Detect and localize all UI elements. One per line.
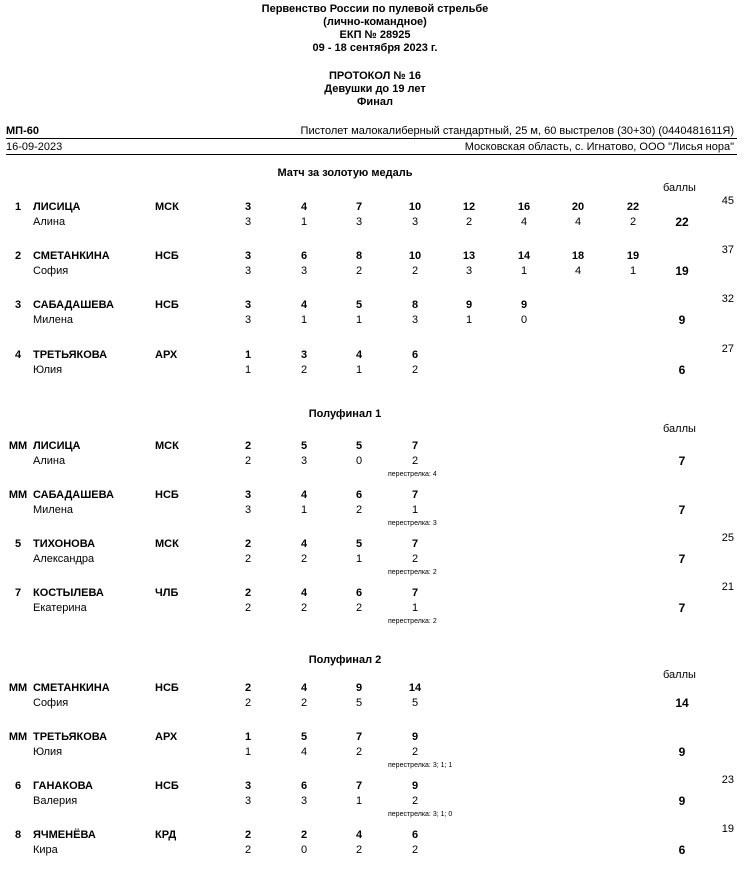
ekp-number: ЕКП № 28925 bbox=[339, 29, 411, 41]
qualification-total: 37 bbox=[721, 244, 734, 256]
cumulative-score: 5 bbox=[300, 731, 308, 743]
athlete-surname: ЛИСИЦА bbox=[33, 440, 81, 452]
cumulative-score: 9 bbox=[520, 299, 528, 311]
series-score: 2 bbox=[300, 364, 308, 376]
athlete-name: Алина bbox=[33, 455, 66, 467]
series-score: 2 bbox=[411, 455, 419, 467]
series-score: 1 bbox=[629, 265, 637, 277]
series-score: 2 bbox=[300, 602, 308, 614]
series-score: 2 bbox=[300, 697, 308, 709]
cumulative-score: 10 bbox=[408, 250, 422, 262]
final-points: 7 bbox=[678, 552, 686, 566]
cumulative-score: 2 bbox=[244, 587, 252, 599]
rank: ММ bbox=[8, 440, 28, 452]
series-score: 3 bbox=[300, 265, 308, 277]
cumulative-score: 2 bbox=[300, 829, 308, 841]
event-venue: Московская область, с. Игнатово, ООО "Лисья нора" bbox=[464, 141, 734, 153]
cumulative-score: 19 bbox=[626, 250, 640, 262]
athlete-surname: САБАДАШЕВА bbox=[33, 299, 114, 311]
cumulative-score: 6 bbox=[300, 780, 308, 792]
series-score: 5 bbox=[355, 697, 363, 709]
series-score: 1 bbox=[355, 364, 363, 376]
series-score: 4 bbox=[520, 216, 528, 228]
athlete-name: Юлия bbox=[33, 364, 63, 376]
cumulative-score: 6 bbox=[300, 250, 308, 262]
qualification-total: 19 bbox=[721, 823, 734, 835]
final-points: 7 bbox=[678, 601, 686, 615]
series-score: 0 bbox=[355, 455, 363, 467]
series-score: 1 bbox=[355, 795, 363, 807]
qualification-total: 27 bbox=[721, 343, 734, 355]
series-score: 5 bbox=[411, 697, 419, 709]
series-score: 1 bbox=[355, 314, 363, 326]
series-score: 0 bbox=[520, 314, 528, 326]
team-code: МСК bbox=[155, 201, 179, 213]
team-code: ЧЛБ bbox=[155, 587, 179, 599]
rank: 6 bbox=[14, 780, 22, 792]
final-points: 22 bbox=[675, 215, 689, 229]
series-score: 3 bbox=[355, 216, 363, 228]
series-score: 2 bbox=[629, 216, 637, 228]
series-score: 2 bbox=[465, 216, 473, 228]
athlete-name: София bbox=[33, 697, 69, 709]
athlete-surname: САБАДАШЕВА bbox=[33, 489, 114, 501]
series-score: 3 bbox=[244, 265, 252, 277]
cumulative-score: 7 bbox=[355, 780, 363, 792]
cumulative-score: 4 bbox=[300, 682, 308, 694]
section-title: Полуфинал 1 bbox=[308, 408, 382, 420]
cumulative-score: 4 bbox=[300, 489, 308, 501]
points-column-header: баллы bbox=[663, 182, 696, 194]
series-score: 1 bbox=[411, 602, 419, 614]
cumulative-score: 6 bbox=[355, 587, 363, 599]
series-score: 3 bbox=[244, 314, 252, 326]
shoot-off-note: перестрелка: 4 bbox=[388, 471, 437, 478]
series-score: 1 bbox=[355, 553, 363, 565]
athlete-surname: ТИХОНОВА bbox=[33, 538, 96, 550]
series-score: 2 bbox=[355, 844, 363, 856]
competition-title: Первенство России по пулевой стрельбе bbox=[261, 3, 489, 15]
points-column-header: баллы bbox=[663, 423, 696, 435]
athlete-surname: ТРЕТЬЯКОВА bbox=[33, 349, 108, 361]
competition-type: (лично-командное) bbox=[323, 16, 427, 28]
series-score: 3 bbox=[300, 455, 308, 467]
cumulative-score: 2 bbox=[244, 440, 252, 452]
qualification-total: 25 bbox=[721, 532, 734, 544]
rank: ММ bbox=[8, 489, 28, 501]
series-score: 1 bbox=[465, 314, 473, 326]
series-score: 1 bbox=[520, 265, 528, 277]
athlete-surname: СМЕТАНКИНА bbox=[33, 250, 110, 262]
cumulative-score: 14 bbox=[408, 682, 422, 694]
shoot-off-note: перестрелка: 3; 1; 0 bbox=[388, 811, 453, 818]
cumulative-score: 22 bbox=[626, 201, 640, 213]
final-points: 9 bbox=[678, 313, 686, 327]
series-score: 1 bbox=[300, 314, 308, 326]
cumulative-score: 9 bbox=[355, 682, 363, 694]
cumulative-score: 3 bbox=[244, 201, 252, 213]
divider bbox=[6, 154, 737, 155]
cumulative-score: 12 bbox=[462, 201, 476, 213]
cumulative-score: 4 bbox=[300, 201, 308, 213]
event-date: 16-09-2023 bbox=[6, 141, 63, 153]
cumulative-score: 5 bbox=[355, 538, 363, 550]
series-score: 2 bbox=[244, 553, 252, 565]
points-column-header: баллы bbox=[663, 669, 696, 681]
series-score: 3 bbox=[411, 314, 419, 326]
series-score: 4 bbox=[574, 265, 582, 277]
cumulative-score: 1 bbox=[244, 349, 252, 361]
series-score: 2 bbox=[244, 602, 252, 614]
athlete-name: София bbox=[33, 265, 69, 277]
cumulative-score: 6 bbox=[411, 349, 419, 361]
cumulative-score: 4 bbox=[300, 538, 308, 550]
qualification-total: 45 bbox=[721, 195, 734, 207]
series-score: 4 bbox=[574, 216, 582, 228]
series-score: 2 bbox=[244, 455, 252, 467]
shoot-off-note: перестрелка: 3 bbox=[388, 520, 437, 527]
protocol-number: ПРОТОКОЛ № 16 bbox=[329, 70, 421, 82]
series-score: 3 bbox=[244, 216, 252, 228]
cumulative-score: 7 bbox=[411, 440, 419, 452]
series-score: 3 bbox=[300, 795, 308, 807]
qualification-total: 21 bbox=[721, 581, 734, 593]
series-score: 2 bbox=[355, 504, 363, 516]
series-score: 2 bbox=[411, 795, 419, 807]
final-points: 6 bbox=[678, 843, 686, 857]
rank: 3 bbox=[14, 299, 22, 311]
cumulative-score: 14 bbox=[517, 250, 531, 262]
athlete-surname: ЛИСИЦА bbox=[33, 201, 81, 213]
series-score: 3 bbox=[244, 795, 252, 807]
final-points: 19 bbox=[675, 264, 689, 278]
athlete-name: Алина bbox=[33, 216, 66, 228]
cumulative-score: 4 bbox=[300, 587, 308, 599]
series-score: 2 bbox=[411, 746, 419, 758]
rank: ММ bbox=[8, 731, 28, 743]
team-code: НСБ bbox=[155, 299, 179, 311]
team-code: АРХ bbox=[155, 349, 178, 361]
cumulative-score: 13 bbox=[462, 250, 476, 262]
series-score: 3 bbox=[244, 504, 252, 516]
series-score: 2 bbox=[411, 265, 419, 277]
athlete-name: Екатерина bbox=[33, 602, 87, 614]
cumulative-score: 7 bbox=[355, 201, 363, 213]
rank: ММ bbox=[8, 682, 28, 694]
series-score: 2 bbox=[300, 553, 308, 565]
cumulative-score: 5 bbox=[355, 440, 363, 452]
rank: 5 bbox=[14, 538, 22, 550]
final-points: 7 bbox=[678, 454, 686, 468]
series-score: 2 bbox=[355, 602, 363, 614]
athlete-name: Александра bbox=[33, 553, 95, 565]
cumulative-score: 7 bbox=[411, 587, 419, 599]
qualification-total: 23 bbox=[721, 774, 734, 786]
athlete-name: Милена bbox=[33, 504, 74, 516]
qualification-total: 32 bbox=[721, 293, 734, 305]
series-score: 2 bbox=[244, 844, 252, 856]
rank: 2 bbox=[14, 250, 22, 262]
athlete-name: Юлия bbox=[33, 746, 63, 758]
series-score: 3 bbox=[411, 216, 419, 228]
cumulative-score: 8 bbox=[411, 299, 419, 311]
athlete-name: Кира bbox=[33, 844, 58, 856]
cumulative-score: 3 bbox=[244, 489, 252, 501]
cumulative-score: 3 bbox=[300, 349, 308, 361]
cumulative-score: 9 bbox=[465, 299, 473, 311]
cumulative-score: 4 bbox=[300, 299, 308, 311]
series-score: 1 bbox=[411, 504, 419, 516]
cumulative-score: 5 bbox=[300, 440, 308, 452]
series-score: 1 bbox=[244, 364, 252, 376]
athlete-name: Валерия bbox=[33, 795, 78, 807]
series-score: 1 bbox=[300, 504, 308, 516]
cumulative-score: 2 bbox=[244, 829, 252, 841]
rank: 1 bbox=[14, 201, 22, 213]
series-score: 2 bbox=[244, 697, 252, 709]
cumulative-score: 2 bbox=[244, 682, 252, 694]
shoot-off-note: перестрелка: 2 bbox=[388, 569, 437, 576]
cumulative-score: 7 bbox=[355, 731, 363, 743]
cumulative-score: 2 bbox=[244, 538, 252, 550]
cumulative-score: 6 bbox=[411, 829, 419, 841]
competition-dates: 09 - 18 сентября 2023 г. bbox=[312, 42, 438, 54]
cumulative-score: 6 bbox=[355, 489, 363, 501]
cumulative-score: 5 bbox=[355, 299, 363, 311]
shoot-off-note: перестрелка: 2 bbox=[388, 618, 437, 625]
cumulative-score: 9 bbox=[411, 731, 419, 743]
cumulative-score: 3 bbox=[244, 299, 252, 311]
cumulative-score: 3 bbox=[244, 780, 252, 792]
final-points: 14 bbox=[675, 696, 689, 710]
cumulative-score: 20 bbox=[571, 201, 585, 213]
shoot-off-note: перестрелка: 3; 1; 1 bbox=[388, 762, 453, 769]
team-code: МСК bbox=[155, 440, 179, 452]
team-code: КРД bbox=[155, 829, 177, 841]
series-score: 1 bbox=[244, 746, 252, 758]
athlete-name: Милена bbox=[33, 314, 74, 326]
series-score: 2 bbox=[411, 553, 419, 565]
athlete-surname: ЯЧМЕНЁВА bbox=[33, 829, 96, 841]
cumulative-score: 4 bbox=[355, 829, 363, 841]
cumulative-score: 8 bbox=[355, 250, 363, 262]
team-code: НСБ bbox=[155, 682, 179, 694]
series-score: 2 bbox=[355, 746, 363, 758]
rank: 7 bbox=[14, 587, 22, 599]
final-points: 6 bbox=[678, 363, 686, 377]
cumulative-score: 9 bbox=[411, 780, 419, 792]
cumulative-score: 3 bbox=[244, 250, 252, 262]
cumulative-score: 16 bbox=[517, 201, 531, 213]
event-description: Пистолет малокалиберный стандартный, 25 м, 60 выстрелов (30+30) (0440481611Я) bbox=[300, 125, 734, 137]
final-points: 7 bbox=[678, 503, 686, 517]
series-score: 3 bbox=[465, 265, 473, 277]
rank: 4 bbox=[14, 349, 22, 361]
team-code: НСБ bbox=[155, 489, 179, 501]
series-score: 2 bbox=[411, 844, 419, 856]
cumulative-score: 1 bbox=[244, 731, 252, 743]
divider bbox=[6, 138, 737, 139]
category: Девушки до 19 лет bbox=[324, 83, 426, 95]
series-score: 2 bbox=[411, 364, 419, 376]
event-code: МП-60 bbox=[6, 125, 39, 137]
series-score: 4 bbox=[300, 746, 308, 758]
cumulative-score: 4 bbox=[355, 349, 363, 361]
section-title: Полуфинал 2 bbox=[308, 654, 382, 666]
cumulative-score: 10 bbox=[408, 201, 422, 213]
stage: Финал bbox=[357, 96, 393, 108]
cumulative-score: 7 bbox=[411, 538, 419, 550]
athlete-surname: ТРЕТЬЯКОВА bbox=[33, 731, 108, 743]
section-title: Матч за золотую медаль bbox=[277, 167, 413, 179]
cumulative-score: 18 bbox=[571, 250, 585, 262]
team-code: НСБ bbox=[155, 250, 179, 262]
final-points: 9 bbox=[678, 794, 686, 808]
team-code: МСК bbox=[155, 538, 179, 550]
series-score: 1 bbox=[300, 216, 308, 228]
cumulative-score: 7 bbox=[411, 489, 419, 501]
athlete-surname: КОСТЫЛЕВА bbox=[33, 587, 104, 599]
rank: 8 bbox=[14, 829, 22, 841]
athlete-surname: СМЕТАНКИНА bbox=[33, 682, 110, 694]
team-code: НСБ bbox=[155, 780, 179, 792]
athlete-surname: ГАНАКОВА bbox=[33, 780, 93, 792]
series-score: 0 bbox=[300, 844, 308, 856]
team-code: АРХ bbox=[155, 731, 178, 743]
final-points: 9 bbox=[678, 745, 686, 759]
series-score: 2 bbox=[355, 265, 363, 277]
